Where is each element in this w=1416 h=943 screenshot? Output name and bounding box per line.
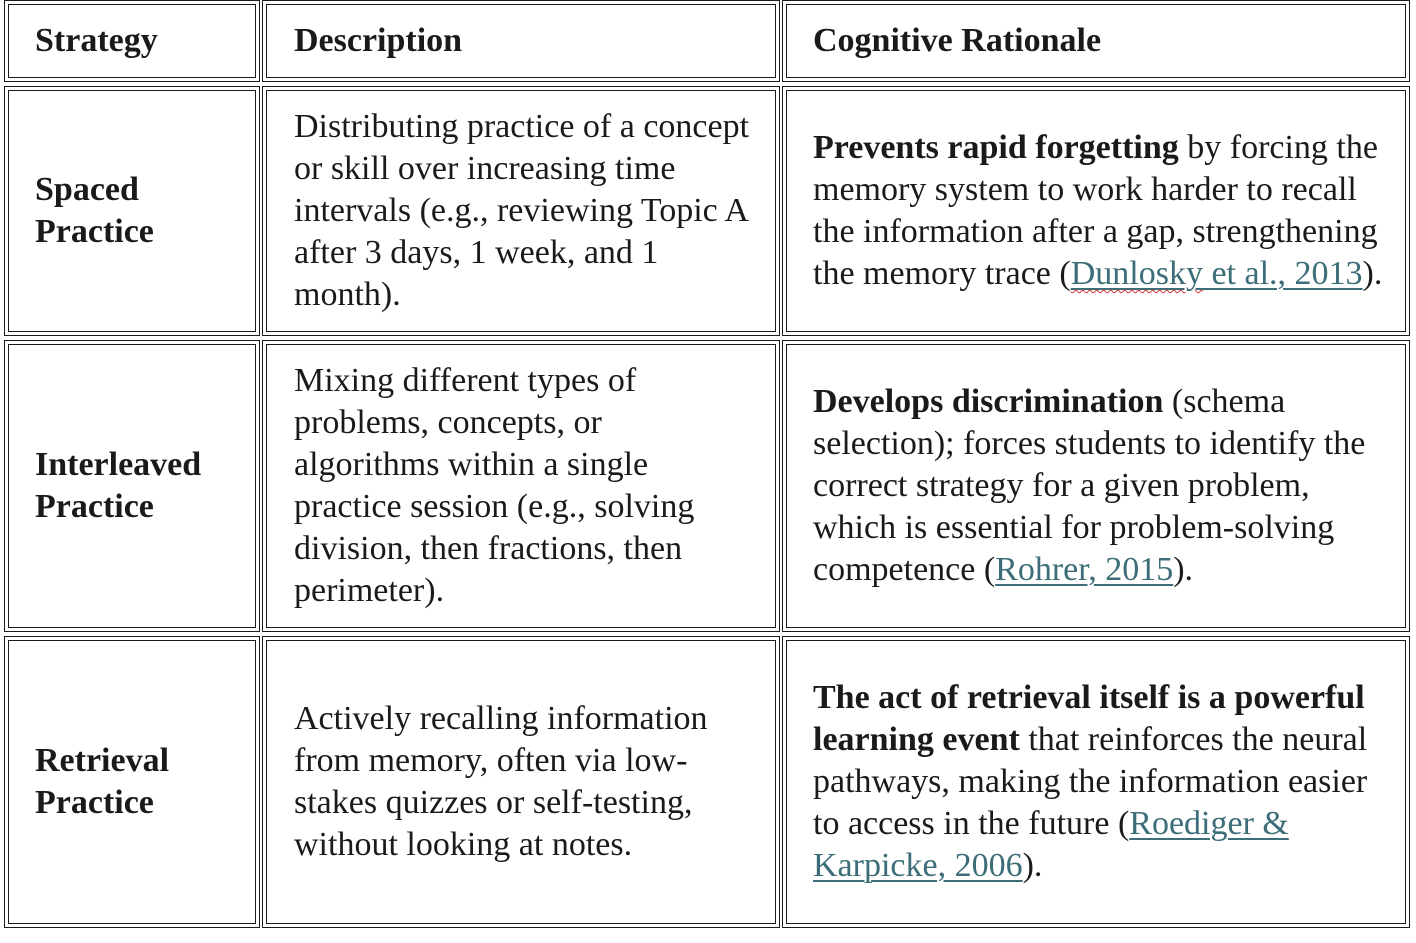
- rationale-text: that reinforces the neural pathways, making the information easier to access in the future (: [813, 721, 1368, 842]
- row-spaced-strategy: [4, 86, 260, 336]
- rationale-emphasis: Prevents rapid forgetting: [813, 129, 1179, 166]
- row-spaced-rationale: [782, 86, 1410, 336]
- row-spaced-description: [262, 86, 780, 336]
- strategy-name-line2: Practice: [35, 784, 154, 821]
- spellcheck-flagged-word: Dunlosky: [1070, 255, 1203, 292]
- row-retrieval-description: [262, 636, 780, 928]
- strategy-name-line2: Practice: [35, 213, 154, 250]
- row-interleaved-rationale: [782, 340, 1410, 632]
- citation-link-rohrer[interactable]: Rohrer, 2015: [995, 551, 1174, 588]
- header-rationale: [782, 0, 1410, 82]
- row-retrieval-rationale: [782, 636, 1410, 928]
- header-description: [262, 0, 780, 82]
- header-strategy-label: Strategy: [35, 22, 158, 59]
- row-retrieval-strategy: [4, 636, 260, 928]
- strategy-name-line1: Spaced: [35, 171, 139, 208]
- description-text: Distributing practice of a concept or skill over increasing time intervals (e.g., reviewing Topic A after 3 days, 1 week, and 1 month).: [294, 108, 750, 313]
- rationale-end: ).: [1022, 847, 1043, 884]
- rationale-end: ).: [1173, 551, 1194, 588]
- row-interleaved-description: [262, 340, 780, 632]
- citation-link-dunlosky[interactable]: [1071, 255, 1363, 292]
- rationale-emphasis: Develops discrimination: [813, 383, 1164, 420]
- header-rationale-label: Cognitive Rationale: [813, 22, 1102, 59]
- row-interleaved-strategy: [4, 340, 260, 632]
- header-description-label: Description: [294, 22, 463, 59]
- header-strategy: [4, 0, 260, 82]
- strategy-name-line2: Practice: [35, 488, 154, 525]
- rationale-end: ).: [1362, 255, 1383, 292]
- strategy-name-line1: Retrieval: [35, 742, 170, 779]
- rationale-text: (schema selection); forces students to identify the correct strategy for a given problem, which is essential for problem-solving competence (: [813, 383, 1366, 588]
- strategy-name-line1: Interleaved: [35, 446, 202, 483]
- description-text: Mixing different types of problems, concepts, or algorithms within a single practice session (e.g., solving division, then fractions, then perimeter).: [294, 362, 695, 609]
- citation-link-roediger[interactable]: Roediger & Karpicke, 2006: [813, 805, 1289, 884]
- citation-link-text: et al., 2013: [1202, 255, 1363, 292]
- rationale-text: by forcing the memory system to work harder to recall the information after a gap, strengthening the memory trace (: [813, 129, 1378, 292]
- rationale-emphasis: The act of retrieval itself is a powerful learning event: [813, 679, 1365, 758]
- description-text: Actively recalling information from memory, often via low-stakes quizzes or self-testing, without looking at notes.: [294, 700, 708, 863]
